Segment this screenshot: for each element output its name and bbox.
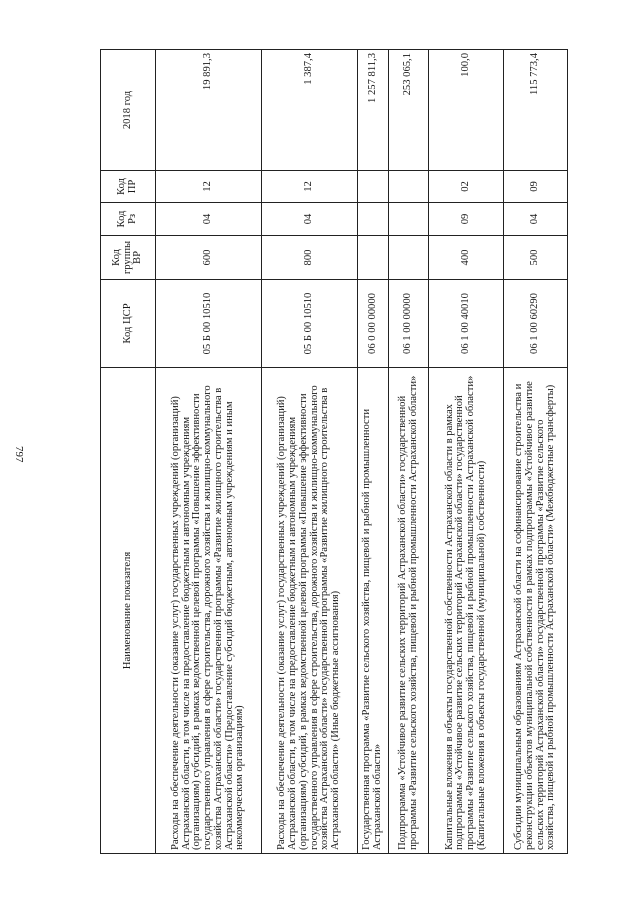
row-rz: 04 bbox=[262, 203, 358, 236]
row-vr: 800 bbox=[262, 236, 358, 280]
row-amount: 100,0 bbox=[429, 50, 504, 171]
row-amount: 1 387,4 bbox=[262, 50, 358, 171]
header-year: 2018 год bbox=[101, 50, 156, 171]
row-vr bbox=[389, 236, 429, 280]
row-name: Капитальные вложения в объекты государственной собственности Астраханской области в рамках подпрограммы «Устойчивое развитие сельских территорий Астраханской области» государственной программы «Развитие сельского хозяйства, пищевой и рыбной промышленности Астраханской области» (Капитальные вложения в объекты государственной (муниципальной) собственности) bbox=[429, 368, 504, 854]
row-name: Субсидии муниципальным образованиям Астраханской области на софинансирование строительства и реконструкции объектов муниципальной собственности в рамках подпрограммы «Устойчивое развитие сельских территорий Астраханской области» государственной программы «Развитие сельского хозяйства, пищевой и рыбной промышленности Астраханской области» (Межбюджетные трансферты) bbox=[504, 368, 568, 854]
row-csr: 05 Б 00 10510 bbox=[262, 280, 358, 368]
row-rz: 09 bbox=[429, 203, 504, 236]
row-amount: 115 773,4 bbox=[504, 50, 568, 171]
table-row bbox=[389, 50, 429, 854]
row-vr bbox=[358, 236, 389, 280]
table-row bbox=[156, 50, 262, 854]
row-csr: 05 Б 00 10510 bbox=[156, 280, 262, 368]
row-amount: 19 891,3 bbox=[156, 50, 262, 171]
row-name: Расходы на обеспечение деятельности (оказание услуг) государственных учреждений (организаций) Астраханской области, в том числе на предоставление бюджетным и автономным учреждениям (организациям) субсидий, в рамках ведомственной целевой программы «Повышение эффективности государственного управления в сфере строительства, дорожного хозяйства и жилищно-коммунального хозяйства Астраханской области» государственной программы «Развитие жилищного строительства в Астраханской области» (Предоставление субсидий бюджетным, автономным учреждениям и иным некоммерческим организациям) bbox=[156, 368, 262, 854]
row-rz bbox=[389, 203, 429, 236]
row-pr: 02 bbox=[429, 171, 504, 203]
row-rz: 04 bbox=[504, 203, 568, 236]
row-name: Подпрограмма «Устойчивое развитие сельских территорий Астраханской области» государственной программы «Развитие сельского хозяйства, пищевой и рыбной промышленности Астраханской области» bbox=[389, 368, 429, 854]
row-vr: 400 bbox=[429, 236, 504, 280]
header-name: Наименование показателя bbox=[101, 368, 156, 854]
table-row bbox=[358, 50, 389, 854]
budget-table-rotated bbox=[100, 50, 564, 854]
row-csr: 06 0 00 00000 bbox=[358, 280, 389, 368]
row-name: Расходы на обеспечение деятельности (оказание услуг) государственных учреждений (организаций) Астраханской области, в том числе на предоставление бюджетным и автономным учреждениям (организациям) субсидий, в рамках ведомственной целевой программы «Повышение эффективности государственного управления в сфере строительства, дорожного хозяйства и жилищно-коммунального хозяйства Астраханской области» государственной программы «Развитие жилищного строительства в Астраханской области» (Иные бюджетные ассигнования) bbox=[262, 368, 358, 854]
row-csr: 06 1 00 00000 bbox=[389, 280, 429, 368]
row-pr: 12 bbox=[156, 171, 262, 203]
table-row bbox=[429, 50, 504, 854]
table-row bbox=[262, 50, 358, 854]
row-rz: 04 bbox=[156, 203, 262, 236]
header-rz: Код Рз bbox=[101, 203, 156, 236]
row-pr: 12 bbox=[262, 171, 358, 203]
row-rz bbox=[358, 203, 389, 236]
row-vr: 600 bbox=[156, 236, 262, 280]
row-pr: 09 bbox=[504, 171, 568, 203]
row-csr: 06 1 00 60290 bbox=[504, 280, 568, 368]
row-amount: 253 065,1 bbox=[389, 50, 429, 171]
header-vr: Код группы ВР bbox=[101, 236, 156, 280]
row-vr: 500 bbox=[504, 236, 568, 280]
row-pr bbox=[358, 171, 389, 203]
header-csr: Код ЦСР bbox=[101, 280, 156, 368]
budget-table bbox=[100, 49, 568, 854]
table-row bbox=[504, 50, 568, 854]
header-pr: Код ПР bbox=[101, 171, 156, 203]
row-csr: 06 1 00 40010 bbox=[429, 280, 504, 368]
row-pr bbox=[389, 171, 429, 203]
row-name: Государственная программа «Развитие сельского хозяйства, пищевой и рыбной промышленности Астраханской области» bbox=[358, 368, 389, 854]
table-header-row bbox=[101, 50, 156, 854]
row-amount: 1 257 811,3 bbox=[358, 50, 389, 171]
page-number: 797 bbox=[13, 446, 25, 463]
